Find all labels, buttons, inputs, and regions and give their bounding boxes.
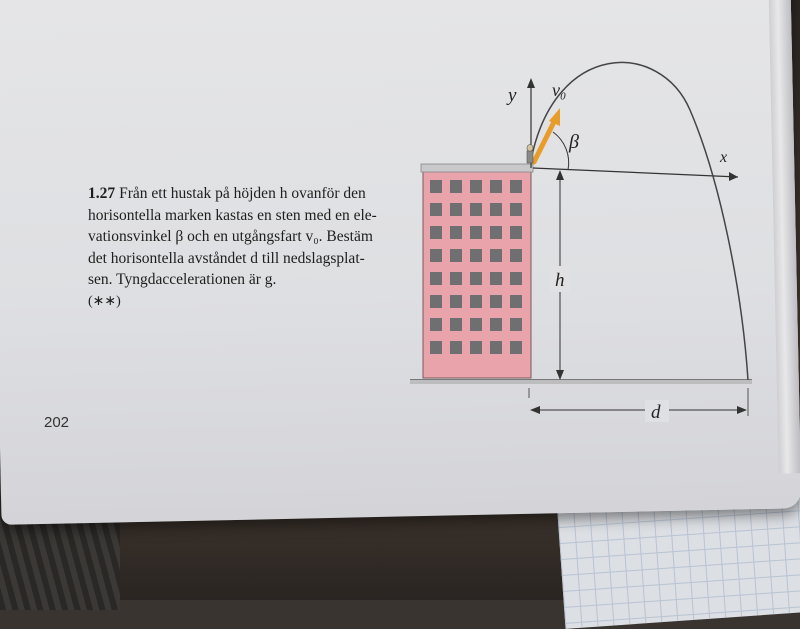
thrower-figure xyxy=(527,145,533,164)
building-window xyxy=(430,295,442,308)
building-window xyxy=(490,272,502,285)
building-window xyxy=(510,249,522,262)
velocity-label: v₀ xyxy=(552,80,567,100)
building-window xyxy=(510,203,522,216)
building-window xyxy=(470,180,482,193)
building-window xyxy=(510,295,522,308)
building-window xyxy=(430,272,442,285)
building-window xyxy=(510,272,522,285)
page-number: 202 xyxy=(44,414,70,431)
building-window xyxy=(510,318,522,331)
building-window xyxy=(450,226,462,239)
y-axis-label: y xyxy=(508,85,517,106)
building-window xyxy=(490,295,502,308)
building-window xyxy=(450,203,462,216)
angle-label: β xyxy=(569,131,579,153)
building-window xyxy=(490,226,502,239)
x-axis-label: x xyxy=(720,149,728,166)
distance-arrow-right xyxy=(737,406,747,414)
building-window xyxy=(490,203,502,216)
problem-line-1: Från ett hustak på höjden h ovanför den xyxy=(119,185,366,202)
building-window xyxy=(430,180,442,193)
building-window xyxy=(510,341,522,354)
building-window xyxy=(430,318,442,331)
problem-line-5: sen. Tyngdaccelerationen är g. xyxy=(88,271,277,288)
building-window xyxy=(450,180,462,193)
building-window xyxy=(490,341,502,354)
trajectory-curve xyxy=(531,63,748,380)
building xyxy=(421,164,533,378)
building-window xyxy=(430,249,442,262)
building-window xyxy=(470,295,482,308)
ground-surface xyxy=(410,380,752,384)
building-window xyxy=(490,318,502,331)
velocity-arrow xyxy=(534,122,554,162)
x-axis xyxy=(533,168,738,177)
problem-line-4: det horisontella avståndet d till nedslagsplat- xyxy=(88,249,365,267)
height-label: h xyxy=(555,270,565,291)
difficulty-marker: (∗∗) xyxy=(88,293,121,309)
building-window xyxy=(450,295,462,308)
building-window xyxy=(430,226,442,239)
building-window xyxy=(450,249,462,262)
height-arrow-top xyxy=(556,170,564,180)
problem-line-2: horisontella marken kastas en sten med en ele- xyxy=(88,206,377,224)
angle-arc xyxy=(553,132,569,170)
building-window xyxy=(450,272,462,285)
building-window xyxy=(450,318,462,331)
building-window xyxy=(490,249,502,262)
x-axis-arrowhead xyxy=(729,172,738,181)
building-window xyxy=(490,180,502,193)
building-window xyxy=(510,226,522,239)
building-window xyxy=(470,318,482,331)
distance-label: d xyxy=(651,402,661,423)
building-window xyxy=(430,203,442,216)
problem-line-3: vationsvinkel β och en utgångsfart v₀. Bestäm xyxy=(88,228,373,245)
building-window xyxy=(470,226,482,239)
height-arrow-bottom xyxy=(556,370,564,380)
distance-arrow-left xyxy=(530,406,540,414)
building-window xyxy=(470,341,482,354)
building-window xyxy=(470,249,482,262)
y-axis-arrowhead xyxy=(527,78,535,88)
building-roof xyxy=(421,164,533,172)
building-window xyxy=(430,341,442,354)
building-window xyxy=(450,341,462,354)
building-window xyxy=(470,272,482,285)
building-window xyxy=(510,180,522,193)
building-window xyxy=(470,203,482,216)
problem-number: 1.27 xyxy=(88,185,116,202)
